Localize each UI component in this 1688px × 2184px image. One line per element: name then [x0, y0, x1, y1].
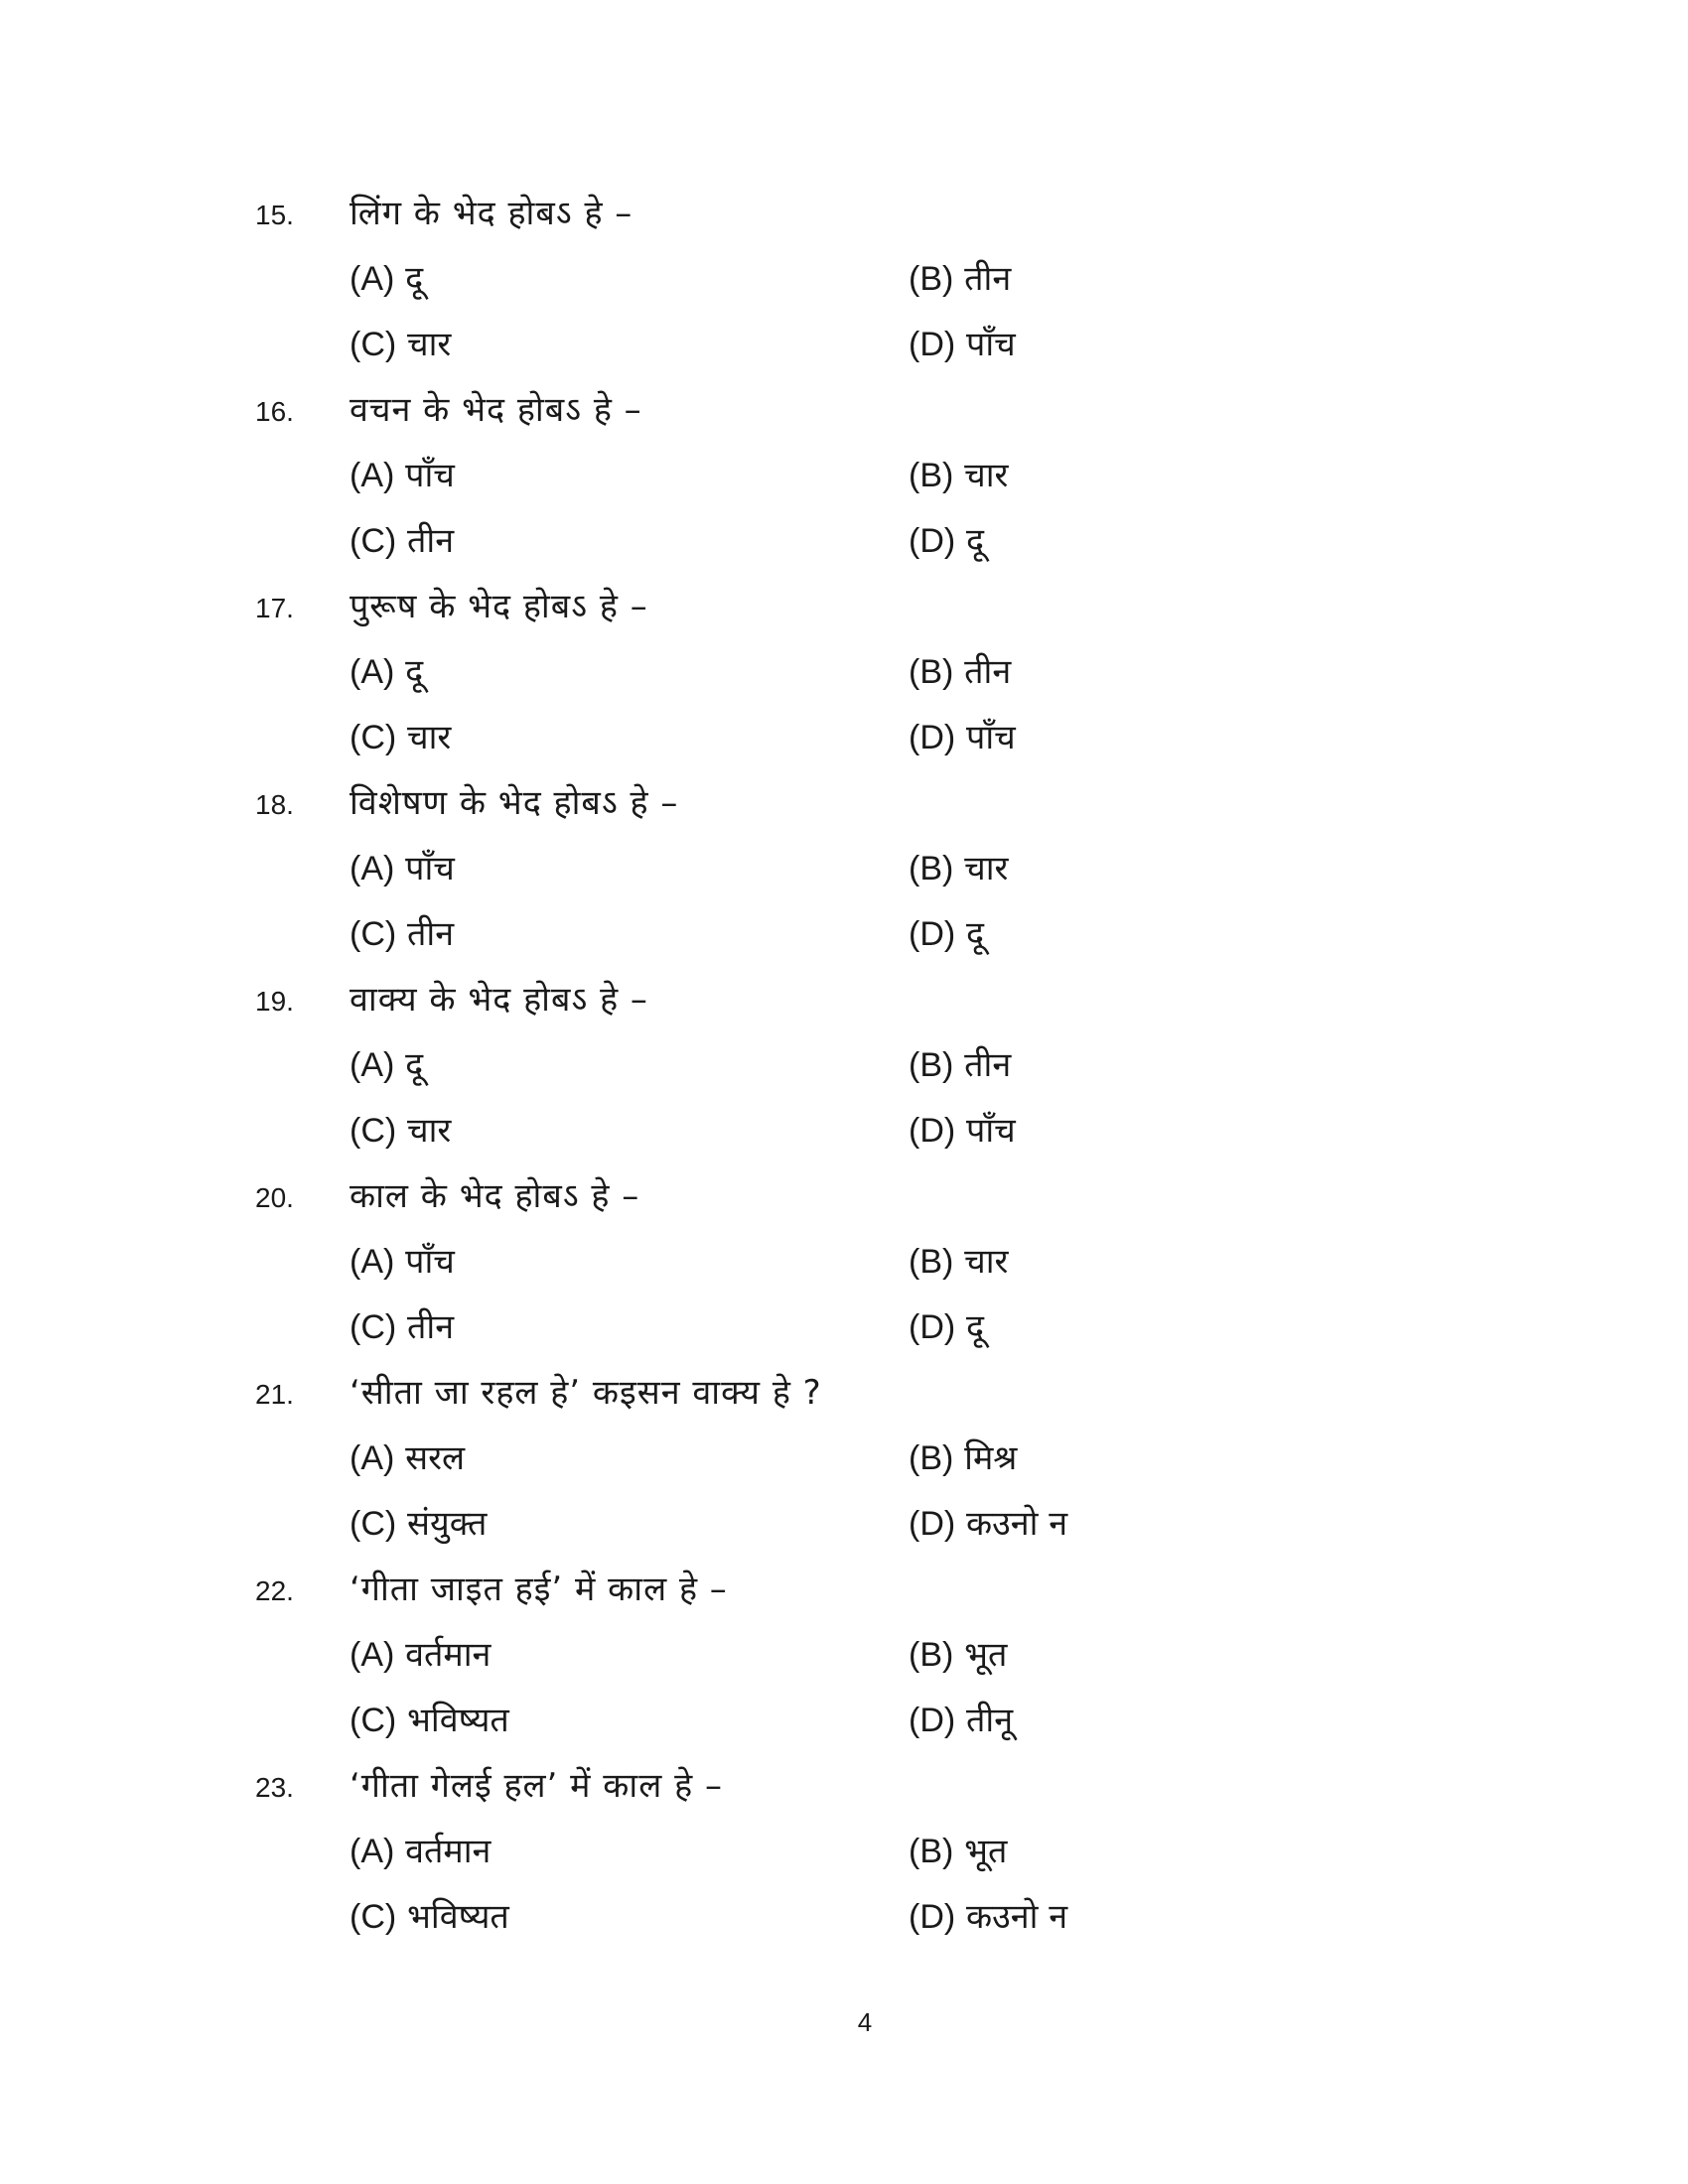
option-letter: (A) [350, 1636, 395, 1674]
option-letter: (A) [350, 850, 395, 887]
question-line [255, 1557, 1546, 1622]
option-row [255, 1884, 1546, 1950]
option-letter: (B) [909, 1439, 954, 1477]
question-line [255, 967, 1546, 1032]
option-text: तीन [407, 521, 455, 561]
option-text: वर्तमान [405, 1635, 492, 1675]
option-a [350, 1426, 909, 1491]
option-letter: (B) [909, 457, 954, 494]
question-number: 21. [255, 1379, 294, 1410]
option-letter: (A) [350, 1046, 395, 1084]
question-item [255, 377, 1546, 574]
option-letter: (C) [350, 915, 397, 953]
question-item [255, 1360, 1546, 1557]
option-b [909, 639, 1011, 705]
option-a [350, 1229, 909, 1295]
option-letter: (D) [909, 1702, 956, 1739]
question-line [255, 1163, 1546, 1229]
option-b [909, 246, 1011, 312]
option-c [350, 1688, 909, 1753]
option-text: तीन [407, 914, 455, 954]
option-c [350, 1295, 909, 1360]
question-line [255, 181, 1546, 246]
option-c [350, 1491, 909, 1557]
option-row [255, 1622, 1546, 1688]
option-d [909, 1884, 1067, 1950]
option-text: तीनू [966, 1701, 1014, 1740]
option-letter: (C) [350, 1308, 397, 1346]
question-text: काल के भेद होबऽ हे – [350, 1176, 640, 1216]
question-item [255, 770, 1546, 967]
option-letter: (A) [350, 653, 395, 691]
question-item [255, 181, 1546, 377]
question-item [255, 967, 1546, 1163]
option-row [255, 1032, 1546, 1098]
option-text: सरल [405, 1438, 466, 1478]
option-text: पाँच [966, 325, 1016, 364]
option-text: चार [964, 1242, 1009, 1282]
option-letter: (B) [909, 260, 954, 298]
option-text: भूत [964, 1832, 1008, 1871]
question-text: विशेषण के भेद होबऽ हे – [350, 783, 679, 823]
option-letter: (C) [350, 1898, 397, 1936]
option-text: तीन [964, 259, 1012, 299]
option-row [255, 705, 1546, 770]
option-row [255, 1819, 1546, 1884]
option-text: चार [407, 325, 452, 364]
option-b [909, 1622, 1007, 1688]
option-text: दू [405, 1045, 424, 1085]
question-item [255, 1163, 1546, 1360]
option-row [255, 1295, 1546, 1360]
option-letter: (B) [909, 1833, 954, 1870]
option-letter: (D) [909, 522, 956, 560]
question-number: 18. [255, 789, 294, 820]
option-letter: (B) [909, 653, 954, 691]
option-c [350, 1884, 909, 1950]
option-a [350, 443, 909, 508]
option-text: भविष्यत [407, 1897, 509, 1937]
option-letter: (D) [909, 1308, 956, 1346]
option-row [255, 1688, 1546, 1753]
option-text: दू [405, 652, 424, 692]
question-line [255, 1360, 1546, 1426]
option-d [909, 1491, 1067, 1557]
option-text: पाँच [405, 456, 455, 495]
question-line [255, 770, 1546, 836]
option-letter: (A) [350, 1833, 395, 1870]
option-text: संयुक्त [407, 1504, 488, 1544]
option-a [350, 836, 909, 901]
option-text: दू [405, 259, 424, 299]
question-number: 19. [255, 986, 294, 1017]
option-text: दू [966, 1307, 985, 1347]
option-c [350, 1098, 909, 1163]
option-text: चार [407, 1111, 452, 1151]
question-item [255, 574, 1546, 770]
question-line [255, 1753, 1546, 1819]
question-item [255, 1557, 1546, 1753]
option-b [909, 443, 1008, 508]
option-row [255, 312, 1546, 377]
option-b [909, 836, 1008, 901]
option-letter: (D) [909, 915, 956, 953]
option-letter: (B) [909, 850, 954, 887]
option-text: पाँच [966, 1111, 1016, 1151]
option-d [909, 508, 984, 574]
option-b [909, 1426, 1017, 1491]
question-number: 16. [255, 396, 294, 427]
option-d [909, 1295, 984, 1360]
option-row [255, 1229, 1546, 1295]
option-text: दू [966, 521, 985, 561]
option-b [909, 1819, 1007, 1884]
option-letter: (A) [350, 1243, 395, 1281]
option-letter: (C) [350, 522, 397, 560]
question-line [255, 377, 1546, 443]
question-number: 23. [255, 1772, 294, 1803]
question-number: 20. [255, 1182, 294, 1213]
option-row [255, 1491, 1546, 1557]
option-text: पाँच [405, 849, 455, 888]
page-number: 4 [857, 2007, 873, 2037]
question-text: वचन के भेद होबऽ हे – [350, 390, 642, 430]
question-text: वाक्य के भेद होबऽ हे – [350, 980, 648, 1020]
option-text: पाँच [966, 718, 1016, 757]
option-letter: (D) [909, 326, 956, 363]
option-a [350, 1819, 909, 1884]
option-letter: (A) [350, 1439, 395, 1477]
option-b [909, 1229, 1008, 1295]
option-row [255, 901, 1546, 967]
option-text: कउनो न [966, 1897, 1068, 1937]
option-d [909, 312, 1016, 377]
option-letter: (A) [350, 457, 395, 494]
option-text: मिश्र [964, 1438, 1018, 1478]
option-letter: (D) [909, 1505, 956, 1543]
question-number: 17. [255, 593, 294, 623]
option-text: तीन [407, 1307, 455, 1347]
option-text: दू [966, 914, 985, 954]
option-d [909, 901, 984, 967]
question-line [255, 574, 1546, 639]
option-letter: (C) [350, 326, 397, 363]
question-text: ‘गीता जाइत हई’ में काल हे – [350, 1570, 728, 1609]
option-text: कउनो न [966, 1504, 1068, 1544]
question-number: 22. [255, 1575, 294, 1606]
option-letter: (B) [909, 1046, 954, 1084]
question-number: 15. [255, 200, 294, 230]
option-row [255, 1098, 1546, 1163]
option-text: चार [964, 849, 1009, 888]
option-d [909, 1098, 1016, 1163]
option-row [255, 508, 1546, 574]
option-letter: (C) [350, 1702, 397, 1739]
option-a [350, 1032, 909, 1098]
option-text: भविष्यत [407, 1701, 509, 1740]
option-letter: (C) [350, 719, 397, 756]
option-text: चार [964, 456, 1009, 495]
question-text: पुरूष के भेद होबऽ हे – [350, 587, 648, 626]
option-row [255, 639, 1546, 705]
question-text: ‘गीता गेलई हल’ में काल हे – [350, 1766, 723, 1806]
option-b [909, 1032, 1011, 1098]
option-letter: (D) [909, 1112, 956, 1150]
question-list [255, 181, 1546, 1950]
option-text: पाँच [405, 1242, 455, 1282]
option-text: वर्तमान [405, 1832, 492, 1871]
option-d [909, 1688, 1013, 1753]
question-text: ‘सीता जा रहल हे’ कइसन वाक्य हे ? [350, 1373, 822, 1413]
question-item [255, 1753, 1546, 1950]
option-c [350, 508, 909, 574]
option-letter: (C) [350, 1112, 397, 1150]
option-c [350, 901, 909, 967]
question-text: लिंग के भेद होबऽ हे – [350, 194, 633, 233]
option-letter: (B) [909, 1243, 954, 1281]
option-row [255, 246, 1546, 312]
option-letter: (B) [909, 1636, 954, 1674]
option-c [350, 705, 909, 770]
option-text: तीन [964, 652, 1012, 692]
option-a [350, 246, 909, 312]
option-a [350, 1622, 909, 1688]
option-c [350, 312, 909, 377]
option-letter: (A) [350, 260, 395, 298]
option-a [350, 639, 909, 705]
option-d [909, 705, 1016, 770]
option-row [255, 1426, 1546, 1491]
option-letter: (C) [350, 1505, 397, 1543]
option-row [255, 443, 1546, 508]
option-text: चार [407, 718, 452, 757]
option-text: भूत [964, 1635, 1008, 1675]
option-row [255, 836, 1546, 901]
option-letter: (D) [909, 1898, 956, 1936]
option-letter: (D) [909, 719, 956, 756]
option-text: तीन [964, 1045, 1012, 1085]
